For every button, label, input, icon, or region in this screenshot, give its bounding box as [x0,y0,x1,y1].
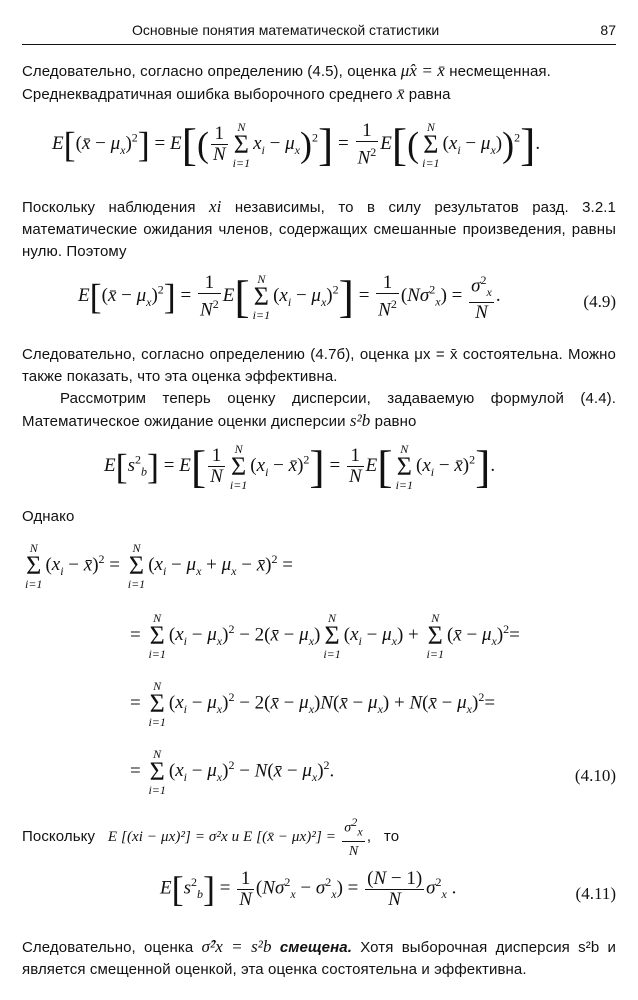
paragraph-independence [22,196,616,263]
text-run: Следовательно, оценка [22,939,194,956]
text-run: Среднеквадратичная ошибка выборочного среднего [22,86,393,103]
running-title: Основные понятия математической статистики [132,22,440,38]
equation-number: (4.10) [574,766,616,785]
text-run: равно [374,413,417,430]
text-run: Следовательно, согласно определению (4.5), оценка [22,63,397,80]
equation-number: (4.11) [575,884,616,903]
text-run: несмещенная. [449,63,551,80]
paragraph-variance-estimate [22,388,616,433]
inline-math: μ̂x = x̄ [400,61,445,80]
equation-4-9: E[(x̄ − $\mu_x)^2$] = $\frac{1}{N^2}$ E[ N Σ i=1 $(x_i - \mu_x)^2$] = $\frac{1}{N^2}$ $(N\sigma^2_x)$ = $\frac{\sigma^2_x}{N}$ . [78,271,501,324]
paragraph-consistent [22,344,616,388]
equation-number: (4.9) [583,292,616,311]
text-run: равна [408,86,451,103]
text-run: Рассмотрим теперь оценку дисперсии, задаваемую формулой (4.4). Математическое ожидание оценки дисперсии [22,390,616,430]
text-run: независимы, то в силу результатов разд. 3.2.1 математические ожидания членов, содержащих смешанные произведения, равны нулю. Поэтому [22,199,616,260]
text-run: Хотя выборочная дисперсия s²b и является смещенной оценкой, эта оценка состоятельна и эффективна. [22,939,616,978]
paragraph-since: Поскольку E [(xi − μx)²] = σ²x и E [(x̄ − μx)²] = $\frac{\sigma^2_x}{N}$ , то [22,812,616,862]
running-header [22,14,616,45]
paragraph-however [22,506,616,528]
equation-derivation-line-1: N Σ i=1 ($x_i$ − x̄)$^2$ = N Σ i=1 ($x_i - \mu_x + \mu_x$ − x̄)$^2$ = [25,541,293,591]
text-run: Поскольку [22,828,96,846]
inline-math: E [(xi − μx)²] = σ²x и E [(x̄ − μx)²] = [107,829,336,846]
inline-math: σ̂²x = s²b [201,937,272,956]
inline-math: x̄ [396,84,405,103]
text-run: Поскольку наблюдения [22,199,196,216]
inline-fraction: $\frac{\sigma^2_x}{N}$ [342,812,365,862]
inline-math: xi [208,197,222,216]
paragraph-biased [22,936,616,981]
paragraph-unbiased [22,60,616,106]
equation-derivation-line-2: = N Σ i=1 $(x_i - \mu_x)^2$ − 2(x̄ − $\mu_x$) N Σ i=1 $(x_i - \mu_x)$ + N Σ i=1 (x̄ − $\mu_x)^2=$ [130,611,520,661]
emphasis-text: смещена. [279,939,352,956]
page-number: 87 [600,22,616,38]
inline-math: s²b [349,411,371,430]
equation-expected-sb2: $E[s^2_b] = E$[ $\frac{1}{N}$ N Σ i=1 ($x_i$ − x̄)$^2$] = $\frac{1}{N}$ E[ N Σ i=1 ($x_i$ − x̄)$^2$]. [104,441,496,492]
equation-derivation-line-3: = N Σ i=1 $(x_i - \mu_x)^2$ − 2(x̄ − $\mu_x)N(x̄ - \mu_x)$ + N(x̄ − $\mu_x)^2=$ [130,679,496,729]
text-run: то [383,828,400,846]
text-run: Однако [22,508,75,525]
equation-derivation-line-4: = N Σ i=1 $(x_i - \mu_x)^2$ − N(x̄ − $\mu_x)^2$. [130,747,335,797]
equation-4-11: $E[s^2_b]$ = $\frac{1}{N}$ $(N\sigma^2_x - \sigma^2_x)$ = $\frac{(N - 1)}{N}$ $\sigma^2_x$ . [160,867,457,910]
equation-mse-mean: E[(x̄ − $\mu_x)^2] = E$[( $\frac{1}{N}$ N Σ i=1 $x_i - \mu_x)^2$] = $\frac{1}{N^2}$ E[( N Σ i=1 $(x_i - \mu_x))^2$]. [52,119,541,170]
text-run: Следовательно, согласно определению (4.7б), оценка μx = x̄ состоятельна. Можно также показать, что эта оценка эффективна. [22,346,616,385]
